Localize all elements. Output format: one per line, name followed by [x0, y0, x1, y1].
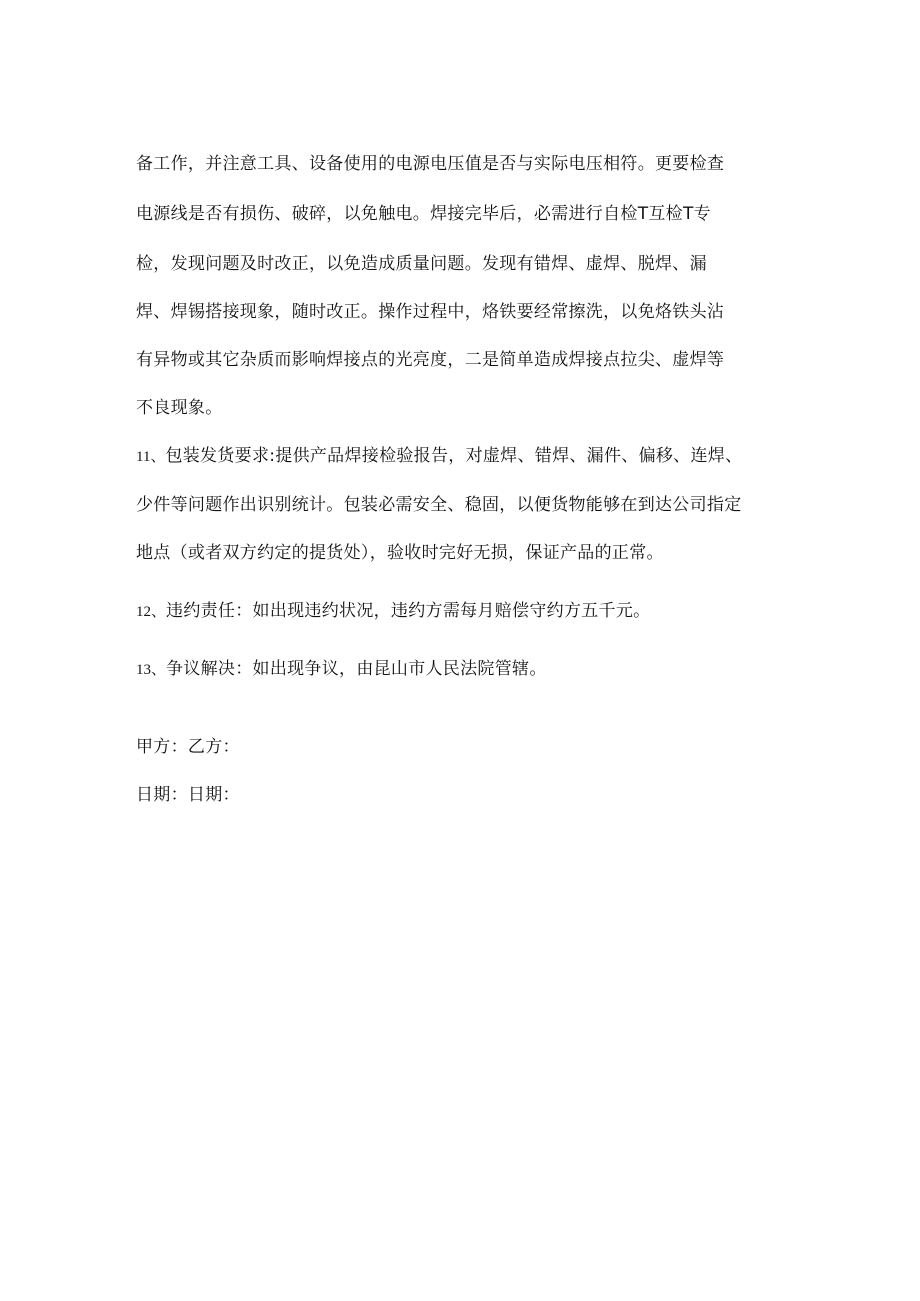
clause-10-line-2: 电源线是否有损伤、破碎，以免触电。焊接完毕后，必需进行自检T互检T专: [136, 204, 711, 224]
clause-10-line-5: 有异物或其它杂质而影响焊接点的光亮度，二是简单造成焊接点拉尖、虚焊等: [136, 350, 725, 370]
signature-dates: 日期：日期：: [136, 785, 240, 805]
clause-11-text-1: 包装发货要求:提供产品焊接检验报告，对虚焊、错焊、漏件、偏移、连焊、: [165, 446, 743, 466]
clause-10-line-1: 备工作，并注意工具、设备使用的电源电压值是否与实际电压相符。更要检查: [136, 154, 725, 174]
clause-10-line-3: 检，发现问题及时改正，以免造成质量问题。发现有错焊、虚焊、脱焊、漏: [136, 254, 707, 274]
clause-11-line-3: 地点（或者双方约定的提货处），验收时完好无损，保证产品的正常。: [136, 543, 664, 563]
clause-11-number: 11、: [136, 449, 166, 465]
clause-11-line-2: 少件等问题作出识别统计。包装必需安全、稳固，以便货物能够在到达公司指定: [136, 495, 742, 515]
signature-parties: 甲方：乙方：: [136, 737, 240, 757]
clause-13-number: 13、: [136, 662, 167, 678]
clause-10-line-4: 焊、焊锡搭接现象，随时改正。操作过程中，烙铁要经常擦洗，以免烙铁头沾: [136, 302, 725, 322]
clause-12-number: 12、: [136, 604, 167, 620]
clause-13-line: [136, 658, 547, 681]
clause-10-line-6: 不良现象。: [136, 398, 223, 418]
clause-12-line: [136, 600, 650, 623]
clause-13-text: 争议解决：如出现争议，由昆山市人民法院管辖。: [166, 659, 547, 679]
clause-11-line-1: [136, 445, 742, 468]
clause-12-text: 违约责任：如出现违约状况，违约方需每月赔偿守约方五千元。: [166, 601, 651, 621]
